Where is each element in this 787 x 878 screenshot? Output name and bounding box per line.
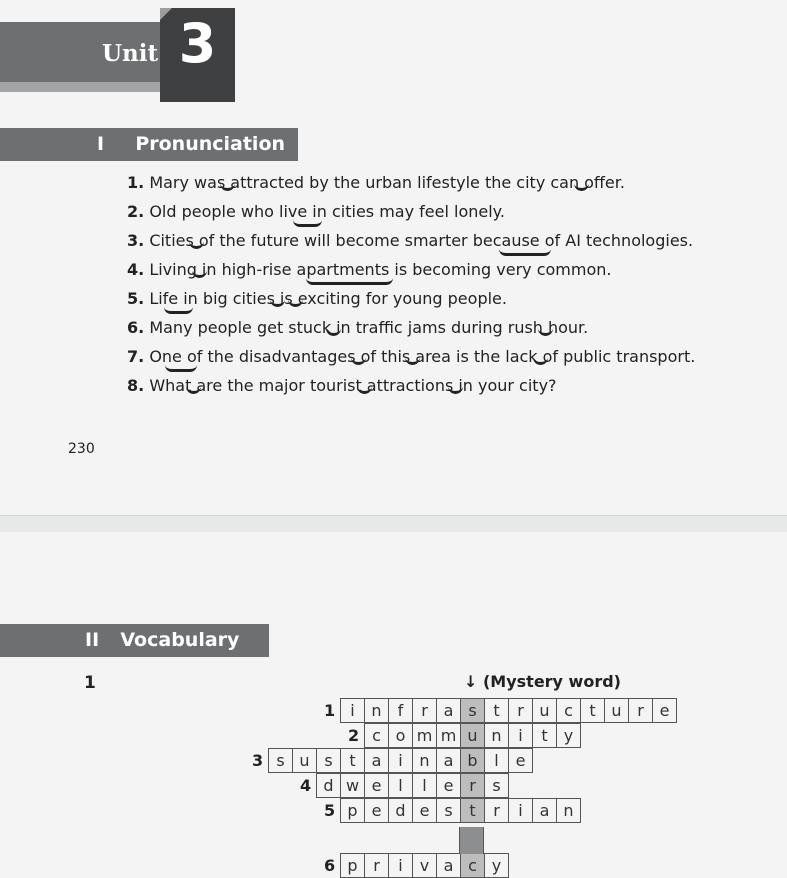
crossword-cell: a: [436, 748, 461, 773]
crossword-cell: r: [484, 798, 509, 823]
crossword-row: [341, 698, 677, 723]
sentence-text: cities may feel lonely.: [326, 202, 505, 221]
crossword-row: [365, 723, 581, 748]
sentence-text: of this: [360, 347, 411, 366]
crossword-cell: r: [364, 853, 389, 878]
crossword-cell: v: [412, 853, 437, 878]
crossword-cell: o: [388, 723, 413, 748]
crossword-cell: t: [580, 698, 605, 723]
linked-phrase: live in: [279, 202, 327, 221]
crossword-cell: n: [484, 723, 509, 748]
crossword-cell: f: [388, 698, 413, 723]
sentence-text: attractions: [366, 376, 454, 395]
crossword-cell: n: [364, 698, 389, 723]
linked-phrase: because of: [472, 231, 561, 250]
crossword-cell: e: [508, 748, 533, 773]
sentence-number: 3.: [127, 231, 145, 250]
sentence-text: is: [279, 289, 293, 308]
crossword-cell: m: [436, 723, 461, 748]
mystery-word-label: ↓ (Mystery word): [464, 672, 621, 691]
crossword-cell: e: [364, 798, 389, 823]
vocabulary-header: [0, 624, 269, 657]
exercise-number: 1: [84, 673, 96, 693]
crossword-cell: y: [484, 853, 509, 878]
sentence-text: offer.: [584, 173, 625, 192]
crossword-cell: a: [436, 698, 461, 723]
section-title: Pronunciation: [135, 133, 286, 155]
crossword-mystery-cell: r: [460, 773, 485, 798]
sentence-6: [127, 317, 695, 346]
sentence-text: AI technologies.: [560, 231, 694, 250]
sentence-text: the disadvantages: [202, 347, 356, 366]
crossword-cell: r: [508, 698, 533, 723]
crossword-cell: s: [484, 773, 509, 798]
crossword-cell: l: [388, 773, 413, 798]
crossword-cell: i: [508, 723, 533, 748]
sentence-4: [127, 259, 695, 288]
crossword-cell: t: [340, 748, 365, 773]
page-divider: [0, 515, 787, 533]
crossword-cell: u: [532, 698, 557, 723]
mystery-column-filler: [459, 827, 484, 854]
sentence-3: [127, 230, 695, 259]
section-title: Vocabulary: [120, 629, 240, 651]
crossword-cell: c: [556, 698, 581, 723]
crossword-cell: d: [316, 773, 341, 798]
pronunciation-header: [0, 128, 298, 161]
crossword-clue-number: 2: [348, 726, 360, 745]
crossword-cell: c: [364, 723, 389, 748]
sentence-text: What: [149, 376, 192, 395]
crossword-cell: i: [388, 748, 413, 773]
crossword-cell: t: [532, 723, 557, 748]
sentence-number: 7.: [127, 347, 145, 366]
sentence-text: Old people who: [149, 202, 280, 221]
sentence-text: exciting for young people.: [297, 289, 507, 308]
crossword-cell: s: [268, 748, 293, 773]
page-number: 230: [68, 441, 95, 457]
sentence-number: 5.: [127, 289, 145, 308]
crossword-clue-number: 1: [324, 701, 336, 720]
sentence-text: hour.: [547, 318, 589, 337]
crossword-cell: w: [340, 773, 365, 798]
sentence-number: 4.: [127, 260, 145, 279]
crossword-cell: e: [412, 798, 437, 823]
pronunciation-list: [127, 172, 695, 404]
crossword-row: [341, 798, 581, 823]
sentence-text: are the major tourist: [196, 376, 362, 395]
crossword-cell: d: [388, 798, 413, 823]
sentence-2: [127, 201, 695, 230]
crossword-cell: l: [412, 773, 437, 798]
crossword-cell: t: [484, 698, 509, 723]
sentence-text: of public transport.: [542, 347, 696, 366]
crossword-mystery-cell: b: [460, 748, 485, 773]
crossword-clue-number: 6: [324, 856, 336, 875]
crossword-mystery-cell: u: [460, 723, 485, 748]
crossword-cell: p: [340, 798, 365, 823]
sentence-text: in your city?: [458, 376, 557, 395]
crossword-cell: u: [604, 698, 629, 723]
crossword-cell: i: [340, 698, 365, 723]
sentence-text: in high-: [201, 260, 263, 279]
sentence-1: [127, 172, 695, 201]
section-roman-numeral: I: [97, 133, 105, 155]
crossword-row: [341, 853, 509, 878]
linked-phrase: One of: [149, 347, 203, 366]
sentence-text: attracted by the urban lifestyle the city can: [230, 173, 580, 192]
crossword-clue-number: 5: [324, 801, 336, 820]
crossword-cell: s: [316, 748, 341, 773]
sentence-text: in traffic jams during rush: [336, 318, 543, 337]
sentence-number: 6.: [127, 318, 145, 337]
sentence-text: area is the lack: [415, 347, 538, 366]
sentence-text: big cities: [197, 289, 275, 308]
crossword-mystery-cell: s: [460, 698, 485, 723]
crossword-cell: n: [556, 798, 581, 823]
crossword-mystery-cell: t: [460, 798, 485, 823]
crossword-cell: e: [364, 773, 389, 798]
crossword-cell: n: [412, 748, 437, 773]
crossword-cell: i: [388, 853, 413, 878]
crossword-cell: a: [532, 798, 557, 823]
sentence-text: of the future will become smarter: [198, 231, 473, 250]
crossword-cell: a: [436, 853, 461, 878]
unit-label: Unit: [102, 40, 159, 67]
crossword-cell: l: [484, 748, 509, 773]
crossword-cell: m: [412, 723, 437, 748]
linked-phrase: Life in: [149, 289, 198, 308]
crossword-row: [269, 748, 533, 773]
sentence-text: Living: [149, 260, 197, 279]
linked-phrase: rise apartments is: [262, 260, 408, 279]
sentence-number: 2.: [127, 202, 145, 221]
sentence-7: [127, 346, 695, 375]
crossword-cell: i: [508, 798, 533, 823]
sentence-8: [127, 375, 695, 404]
crossword-cell: e: [652, 698, 677, 723]
crossword-cell: u: [292, 748, 317, 773]
crossword-clue-number: 3: [252, 751, 264, 770]
crossword-cell: r: [628, 698, 653, 723]
sentence-number: 1.: [127, 173, 145, 192]
sentence-text: becoming very common.: [407, 260, 612, 279]
crossword-cell: s: [436, 798, 461, 823]
crossword-mystery-cell: c: [460, 853, 485, 878]
crossword-cell: e: [436, 773, 461, 798]
crossword-cell: a: [364, 748, 389, 773]
crossword-cell: r: [412, 698, 437, 723]
section-roman-numeral: II: [85, 629, 100, 651]
sentence-text: Cities: [149, 231, 194, 250]
unit-number: 3: [178, 12, 217, 75]
crossword-cell: p: [340, 853, 365, 878]
crossword-clue-number: 4: [300, 776, 312, 795]
crossword-cell: y: [556, 723, 581, 748]
sentence-5: [127, 288, 695, 317]
sentence-text: Mary was: [149, 173, 226, 192]
crossword-row: [317, 773, 509, 798]
sentence-number: 8.: [127, 376, 145, 395]
unit-banner-strip: [0, 82, 162, 92]
sentence-text: Many people get stuck: [149, 318, 332, 337]
